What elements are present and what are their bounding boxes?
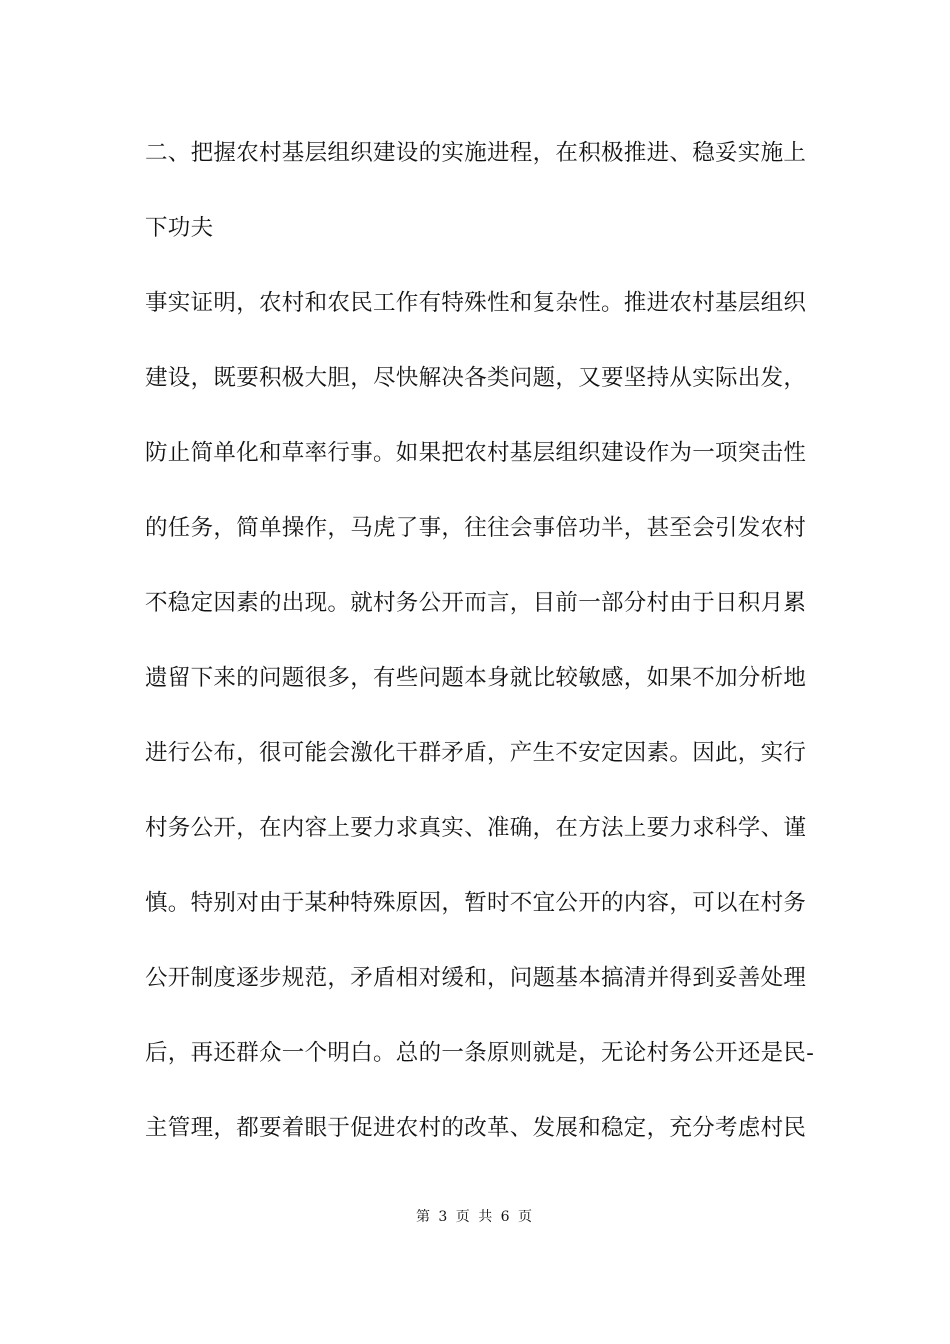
- paragraph-line-2: 建设，既要积极大胆，尽快解决各类问题，又要坚持从实际出发，: [145, 365, 807, 391]
- paragraph-line-4: 的任务，简单操作，马虎了事，往往会事倍功半，甚至会引发农村: [145, 515, 807, 541]
- paragraph-line-12: 主管理，都要着眼于促进农村的改革、发展和稳定，充分考虑村民: [145, 1115, 807, 1141]
- paragraph-line-9: 慎。特别对由于某种特殊原因，暂时不宜公开的内容，可以在村务: [145, 890, 807, 916]
- paragraph-line-1: 事实证明，农村和农民工作有特殊性和复杂性。推进农村基层组织: [145, 290, 807, 316]
- paragraph-line-11: 后，再还群众一个明白。总的一条原则就是，无论村务公开还是民-: [145, 1040, 815, 1066]
- paragraph-line-6: 遗留下来的问题很多，有些问题本身就比较敏感，如果不加分析地: [145, 665, 807, 691]
- paragraph-line-5: 不稳定因素的出现。就村务公开而言，目前一部分村由于日积月累: [145, 590, 807, 616]
- section-heading-line-1: 二、把握农村基层组织建设的实施进程，在积极推进、稳妥实施上: [145, 140, 807, 166]
- paragraph-line-7: 进行公布，很可能会激化干群矛盾，产生不安定因素。因此，实行: [145, 740, 807, 766]
- page-number-footer: 第 3 页 共 6 页: [415, 1209, 535, 1225]
- paragraph-line-3: 防止简单化和草率行事。如果把农村基层组织建设作为一项突击性: [145, 440, 807, 466]
- paragraph-line-8: 村务公开，在内容上要力求真实、准确，在方法上要力求科学、谨: [145, 815, 807, 841]
- paragraph-line-10: 公开制度逐步规范，矛盾相对缓和，问题基本搞清并得到妥善处理: [145, 965, 807, 991]
- section-heading-line-2: 下功夫: [145, 215, 214, 241]
